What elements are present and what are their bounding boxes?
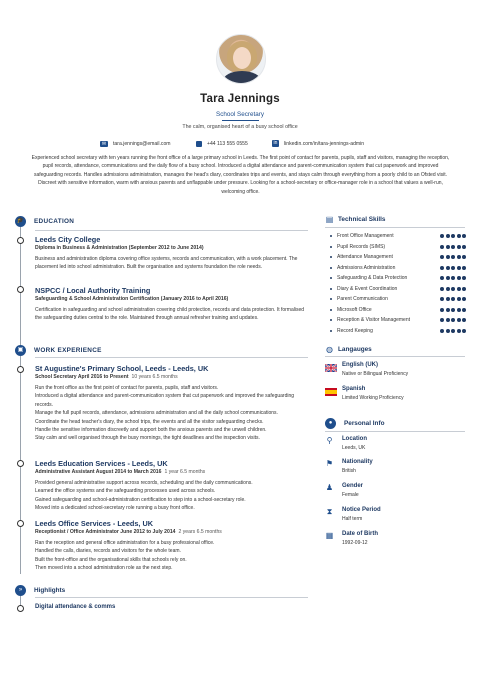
languages-heading: ◍ Langauges bbox=[326, 345, 372, 354]
skills-heading: ▤ Technical Skills bbox=[325, 215, 386, 224]
skill-rating bbox=[440, 234, 466, 238]
skill-item: Admissions Administration bbox=[330, 264, 466, 272]
candidate-name: Tara Jennings bbox=[200, 93, 280, 105]
skill-rating bbox=[440, 329, 466, 333]
timeline-dot bbox=[17, 286, 24, 293]
job-description: Ran the reception and general office administration for a busy professional office. Handled the calls, diaries, records and visitors for the whole team. Built the front-office and the organisational skills that schools rely on. Then moved into a school administration role as the next step. bbox=[35, 540, 215, 572]
rating-dot bbox=[451, 308, 455, 312]
skill-rating bbox=[440, 276, 466, 280]
rating-dot bbox=[446, 297, 450, 301]
rating-dot bbox=[457, 297, 461, 301]
rating-dot bbox=[440, 276, 444, 280]
experience-divider bbox=[35, 357, 308, 358]
job-description: Run the front office as the first point of contact for parents, pupils, staff and visitors. Introduced a digital attendance and parent-communication system that cut paperwork and improved the safeguarding records. Manage the full pupil records, attendance, admissions administration and all the daily school communications. Coordinate the head teacher's diary, the school trips, the events and all the visitor safeguarding checks. Handle the sensitive information discreetly and support both the anxious parents and the unwell children. Stay calm and well organised through the busy mornings, the tight deadlines and the inspection visits. bbox=[35, 385, 295, 442]
rating-dot bbox=[446, 318, 450, 322]
experience-heading: ▣ WORK EXPERIENCE bbox=[15, 345, 102, 356]
rating-dot bbox=[446, 287, 450, 291]
linkedin-icon: in bbox=[273, 140, 278, 146]
education-divider bbox=[35, 230, 308, 231]
languages-divider bbox=[325, 356, 465, 357]
phone-icon bbox=[196, 141, 202, 147]
tagline: The calm, organised heart of a busy school office bbox=[182, 124, 298, 130]
rating-dot bbox=[457, 245, 461, 249]
skill-rating bbox=[440, 266, 466, 270]
rating-dot bbox=[451, 329, 455, 333]
skill-rating bbox=[440, 308, 466, 312]
hourglass-icon: ⧗ bbox=[326, 507, 333, 516]
rating-dot bbox=[462, 329, 466, 333]
timeline-dot bbox=[17, 605, 24, 612]
contact-email[interactable] bbox=[100, 139, 171, 148]
rating-dot bbox=[462, 245, 466, 249]
skill-rating bbox=[440, 287, 466, 291]
uk-flag-icon bbox=[325, 364, 337, 372]
rating-dot bbox=[451, 318, 455, 322]
rating-dot bbox=[451, 297, 455, 301]
rating-dot bbox=[440, 297, 444, 301]
rating-dot bbox=[446, 266, 450, 270]
skill-rating bbox=[440, 255, 466, 259]
rating-dot bbox=[462, 308, 466, 312]
skill-item: Reception & Visitor Management bbox=[330, 316, 466, 324]
calendar-icon: ▦ bbox=[325, 531, 334, 540]
highlight-item: Digital attendance & comms bbox=[35, 604, 116, 610]
location-icon: ⚲ bbox=[326, 436, 333, 445]
job-subtitle: School Secretary April 2016 to Present 10 years 6.5 months bbox=[35, 374, 178, 380]
timeline-dot bbox=[17, 237, 24, 244]
email-icon: ✉ bbox=[101, 140, 107, 147]
rating-dot bbox=[457, 318, 461, 322]
rating-dot bbox=[451, 255, 455, 259]
rating-dot bbox=[440, 266, 444, 270]
rating-dot bbox=[457, 287, 461, 291]
rating-dot bbox=[457, 255, 461, 259]
rating-dot bbox=[440, 318, 444, 322]
job-subtitle: Receptionist / Office Administrator June 2012 to July 2014 2 years 6.5 months bbox=[35, 529, 222, 535]
rating-dot bbox=[451, 276, 455, 280]
timeline-dot bbox=[17, 520, 24, 527]
highlights-heading: » Highlights bbox=[15, 585, 65, 596]
rating-dot bbox=[446, 234, 450, 238]
job-title-heading: Leeds Education Services - Leeds, UK bbox=[35, 459, 168, 468]
rating-dot bbox=[440, 234, 444, 238]
skill-item: Front Office Management bbox=[330, 232, 466, 240]
rating-dot bbox=[451, 234, 455, 238]
rating-dot bbox=[440, 245, 444, 249]
job-subtitle: Administrative Assistant August 2014 to March 2016 1 year 6.5 months bbox=[35, 469, 206, 475]
resume-page: Tara Jennings School Secretary The calm, organised heart of a busy school office ✉ tara.jennings@email.com +44 113 555 0555 in linkedin.com/in/tara-jennings-admin Experienced school secretary with ten years running the front office of a large primary school in Leeds. The first point of contact for parents, pupils, staff and visitors, managing the reception, pupil records, attendance, communications and the daily flow of a busy school. Introduced a digital attendance and parent-communication system that cut paperwork and improved safeguarding records. Handles admissions administration, manages the head's diary, coordinates trips and events, and stays calm through everything from a poorly child to an Ofsted visit. Discreet with sensitive information, warm with anxious parents and unflappable under pressure. Looking for a school-secretary or office-manager role in a school that values a well-run, welcoming office. 🎓 EDUCATION Leeds City College Diploma in Business & Administration (September 2012 to June 2014) Business and administration diploma covering office systems, records and communication, with a work placement. The placement led into school administration. Built the organisation and systems foundation the role needs. NSPCC / Local Authority Training Safeguarding & School Administration Certification (January 2016 to April 2016) Certification in safeguarding and school administration covering child protection, records and data protection. It formalised the safeguarding duties central to the role. Maintained through annual refresher training and updates. ▣ WORK EXPERIENCE St Augustine's Primary School, Leeds - Leeds, UK School Secretary April 2016 to Present 10 years 6.5 months Run the front office as the first point of contact for parents, pupils, staff and visitors. Introduced a digital attendance and parent-communication system that cut paperwork and improved the safeguarding records. Manage the full pupil records, attendance, admissions administration and all the daily school communications. Coordinate the head teacher's diary, the school trips, the events and all the visitor safeguarding checks. Handle the sensitive information discreetly and support both the anxious parents and the unwell children. Stay calm and well organised through the busy mornings, the tight deadlines and the inspection visits. Leeds Education Services - Leeds, UK Administrative Assistant August 2014 to March 2016 1 year 6.5 months Provided general administrative support across records, scheduling and the daily communications. Learned the office systems and the safeguarding processes used across schools. Gained safeguarding and school-administration certification to step into a school-secretary role. Moved into a dedicated school-secretary role running a busy front office. Leeds Office Services - Leeds, UK Receptionist / Office Administrator June 2012 to July 2014 2 years 6.5 months Ran the reception and general office administration for a busy professional office. Handled the calls, diaries, records and visitors for the whole team. Built the front-office and the organisational skills that schools rely on. Then moved into a school administration role as the next step. » Highlights Digital attendance & comms ▤ Technical Skills Front Office Management Pupil Records (SIMS) Attendance Management Admissions Administration Safeguarding & Data Protection Diary & Event Coordination Parent Communication Microsoft Office Reception & Visitor Management Record Keeping ◍ Langauges English (UK) Native or Bilingual Proficiency Spanish Limited Working Proficiency ● Personal Info ⚲ Location Leeds, UK ⚑ Nationality British ♟ Gender Female ⧗ Notice Period Half term ▦ Date of Birth 1992-09-12 bbox=[0, 0, 480, 679]
job-title-heading: Leeds Office Services - Leeds, UK bbox=[35, 519, 154, 528]
skill-rating bbox=[440, 245, 466, 249]
skill-item: Parent Communication bbox=[330, 295, 466, 303]
rating-dot bbox=[462, 297, 466, 301]
contact-linkedin[interactable] bbox=[272, 139, 364, 148]
skill-item: Record Keeping bbox=[330, 327, 466, 335]
education-title: Leeds City College bbox=[35, 235, 101, 244]
education-subtitle: Diploma in Business & Administration (September 2012 to June 2014) bbox=[35, 245, 204, 251]
person-icon: ♟ bbox=[325, 483, 334, 492]
education-description: Certification in safeguarding and school administration covering child protection, records and data protection. It formalised the safeguarding duties central to the role. Maintained through annual refresher training and updates. bbox=[35, 307, 305, 322]
timeline-dot bbox=[17, 366, 24, 373]
timeline-dot bbox=[17, 460, 24, 467]
spain-flag-icon bbox=[325, 388, 337, 396]
globe-icon: ◍ bbox=[326, 345, 333, 354]
rating-dot bbox=[462, 255, 466, 259]
avatar bbox=[216, 34, 266, 84]
skill-rating bbox=[440, 297, 466, 301]
rating-dot bbox=[462, 234, 466, 238]
highlights-divider bbox=[35, 597, 308, 598]
contact-phone[interactable] bbox=[196, 139, 248, 148]
job-description: Provided general administrative support across records, scheduling and the daily communications. Learned the office systems and the safeguarding processes used across schools. Gained safeguarding and school-administration certification to step into a school-secretary role. Moved into a dedicated school-secretary role running a busy front office. bbox=[35, 480, 253, 512]
rating-dot bbox=[457, 266, 461, 270]
rating-dot bbox=[446, 255, 450, 259]
skill-item: Attendance Management bbox=[330, 253, 466, 261]
personal-info-divider bbox=[325, 431, 465, 432]
education-subtitle: Safeguarding & School Administration Certification (January 2016 to April 2016) bbox=[35, 296, 229, 302]
rating-dot bbox=[457, 308, 461, 312]
rating-dot bbox=[451, 266, 455, 270]
rating-dot bbox=[446, 276, 450, 280]
phone-text: +44 113 555 0555 bbox=[207, 140, 248, 147]
rating-dot bbox=[462, 287, 466, 291]
rating-dot bbox=[440, 255, 444, 259]
rating-dot bbox=[457, 234, 461, 238]
profile-summary: Experienced school secretary with ten years running the front office of a large primary school in Leeds. The first point of contact for parents, pupils, staff and visitors, managing the reception, pupil records, attendance, communications and the daily flow of a busy school. Introduced a digital attendance and parent-communication system that cut paperwork and improved safeguarding records. Handles admissions administration, manages the head's diary, coordinates trips and events, and stays calm through everything from a poorly child to an Ofsted visit. Discreet with sensitive information, warm with anxious parents and unflappable under pressure. Looking for a school-secretary or office-manager role in a school that values a well-run, welcoming office. bbox=[31, 155, 450, 195]
rating-dot bbox=[451, 287, 455, 291]
graduation-cap-icon: 🎓 bbox=[15, 216, 26, 227]
skills-divider bbox=[325, 227, 465, 228]
rating-dot bbox=[462, 266, 466, 270]
briefcase-icon: ▣ bbox=[15, 345, 26, 356]
education-description: Business and administration diploma covering office systems, records and communication, with a work placement. The placement led into school administration. Built the organisation and systems foundation the role needs. bbox=[35, 256, 298, 271]
linkedin-text: linkedin.com/in/tara-jennings-admin bbox=[284, 140, 365, 147]
job-title: School Secretary bbox=[216, 111, 264, 118]
rating-dot bbox=[457, 329, 461, 333]
rating-dot bbox=[462, 318, 466, 322]
flag-icon: ⚑ bbox=[325, 459, 334, 468]
skill-rating bbox=[440, 318, 466, 322]
education-title: NSPCC / Local Authority Training bbox=[35, 286, 151, 295]
skill-item: Safeguarding & Data Protection bbox=[330, 274, 466, 282]
email-text: tara.jennings@email.com bbox=[113, 140, 171, 147]
rating-dot bbox=[457, 276, 461, 280]
rating-dot bbox=[440, 308, 444, 312]
education-heading: 🎓 EDUCATION bbox=[16, 218, 75, 225]
rating-dot bbox=[451, 245, 455, 249]
chevrons-icon: » bbox=[15, 585, 26, 596]
skill-item: Microsoft Office bbox=[330, 306, 466, 314]
rating-dot bbox=[446, 245, 450, 249]
rating-dot bbox=[446, 329, 450, 333]
rating-dot bbox=[440, 287, 444, 291]
job-title-heading: St Augustine's Primary School, Leeds - Leeds, UK bbox=[35, 364, 209, 373]
title-underline bbox=[222, 120, 259, 121]
skill-item: Pupil Records (SIMS) bbox=[330, 243, 466, 251]
rating-dot bbox=[462, 276, 466, 280]
rating-dot bbox=[440, 329, 444, 333]
toolbox-icon: ▤ bbox=[325, 215, 334, 224]
skill-item: Diary & Event Coordination bbox=[330, 285, 466, 293]
person-circle-icon: ● bbox=[325, 418, 336, 429]
rating-dot bbox=[446, 308, 450, 312]
personal-info-heading: ● Personal Info bbox=[325, 418, 384, 429]
